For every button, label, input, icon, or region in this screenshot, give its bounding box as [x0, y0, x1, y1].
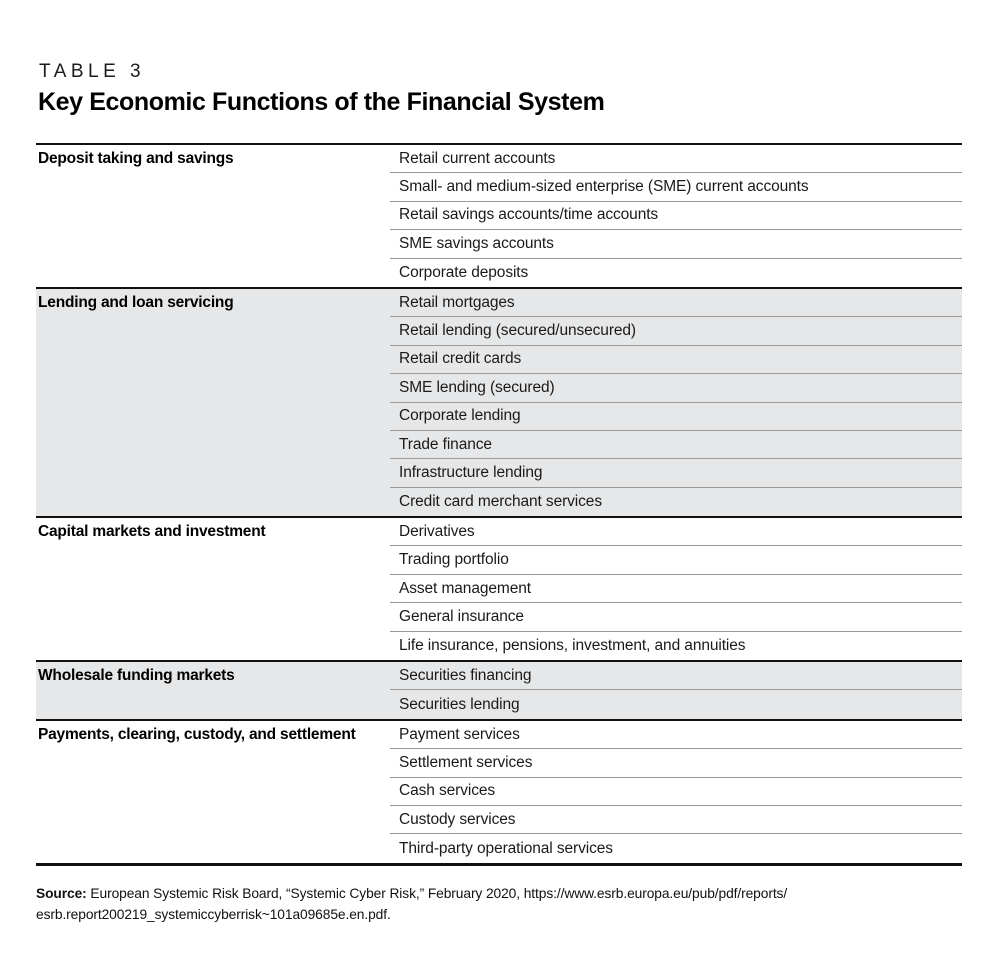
source-text-line2: esrb.report200219_systemiccyberrisk~101a09685e.en.pdf.	[36, 906, 391, 922]
items-column	[390, 145, 962, 287]
table-row: Corporate lending	[390, 403, 962, 431]
table-row: Derivatives	[390, 518, 962, 546]
table-row: Retail savings accounts/time accounts	[390, 202, 962, 230]
table-row: Asset management	[390, 575, 962, 603]
table-group	[36, 143, 962, 287]
table-row: Securities lending	[399, 695, 520, 713]
source-label: Source:	[36, 886, 87, 901]
table-row: SME lending (secured)	[390, 374, 962, 402]
table-row: General insurance	[390, 603, 962, 631]
items-column	[390, 289, 962, 516]
table-row: SME savings accounts	[390, 230, 962, 258]
table-row: Trade finance	[390, 431, 962, 459]
table-row: Cash services	[390, 778, 962, 806]
table-row: Credit card merchant services	[399, 492, 602, 510]
source-note	[36, 884, 836, 925]
page-title: Key Economic Functions of the Financial System	[38, 88, 605, 116]
table-group	[36, 719, 962, 863]
table-row: Corporate deposits	[399, 263, 529, 281]
table-row: Retail mortgages	[390, 289, 962, 317]
category-cell: Wholesale funding markets	[38, 667, 235, 685]
table-row: Trading portfolio	[390, 546, 962, 574]
items-column	[390, 721, 962, 863]
source-text-line1: European Systemic Risk Board, “Systemic Cyber Risk,” February 2020, https://www.esrb.europa.eu/pub/pdf/reports/	[90, 886, 788, 901]
category-cell: Deposit taking and savings	[38, 150, 234, 167]
table-row: Retail credit cards	[390, 346, 962, 374]
table-row: Third-party operational services	[399, 839, 613, 857]
table-row: Retail lending (secured/unsecured)	[390, 317, 962, 345]
items-column	[390, 662, 962, 719]
items-column	[390, 518, 962, 660]
category-cell: Payments, clearing, custody, and settlement	[38, 725, 356, 743]
category-cell: Capital markets and investment	[38, 523, 266, 541]
table-group	[36, 660, 962, 719]
category-cell: Lending and loan servicing	[38, 293, 234, 311]
table-row: Payment services	[390, 721, 962, 749]
table-row: Small- and medium-sized enterprise (SME) current accounts	[390, 173, 962, 201]
table-row: Securities financing	[390, 662, 962, 690]
table-group	[36, 287, 962, 516]
table-row: Retail current accounts	[390, 145, 962, 173]
table-group	[36, 516, 962, 660]
table-row: Custody services	[390, 806, 962, 834]
table-row: Settlement services	[390, 749, 962, 777]
table-row: Life insurance, pensions, investment, and annuities	[399, 636, 746, 654]
table	[36, 143, 962, 866]
table-row: Infrastructure lending	[390, 459, 962, 487]
table-number-kicker: TABLE 3	[39, 61, 146, 82]
